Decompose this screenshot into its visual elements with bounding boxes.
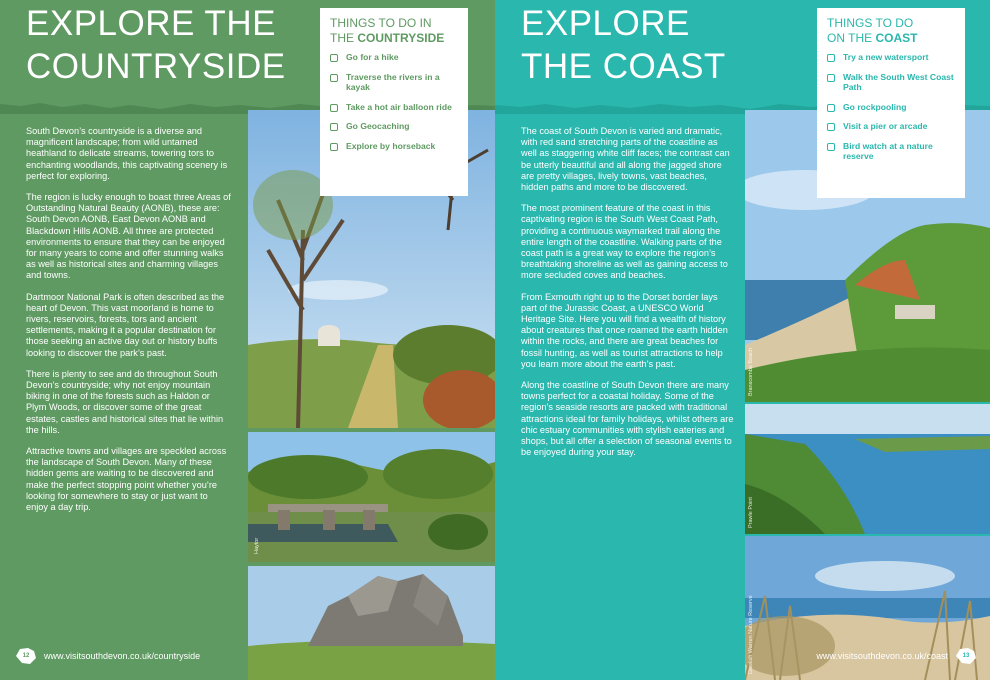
todo-label: Explore by horseback xyxy=(346,140,436,151)
photo-credit: Haytor xyxy=(254,537,260,554)
checkbox-icon[interactable] xyxy=(330,123,338,131)
todo-item[interactable] xyxy=(827,52,955,63)
todo-label: Walk the South West Coast Path xyxy=(843,71,954,92)
paragraph: There is plenty to see and do throughout South Devon’s countryside; why not enjoy mountain biking in one of the forests such as Haldon or Plym Woods, or discover some of the great estates, castles and historical sites that lie within the hills. xyxy=(26,368,224,435)
things-to-do-heading xyxy=(330,16,458,46)
title-line: THE COAST xyxy=(521,47,726,86)
checkbox-icon[interactable] xyxy=(330,74,338,82)
checkbox-icon[interactable] xyxy=(330,143,338,151)
checkbox-icon[interactable] xyxy=(827,143,835,151)
todo-label: Traverse the rivers in a kayak xyxy=(346,71,440,92)
coast-body-text xyxy=(521,126,735,468)
heading-line: THINGS TO DO xyxy=(827,16,914,30)
paragraph: Dartmoor National Park is often described as the heart of Devon. This vast moorland is home to rivers, reservoirs, forests, tors and ancient settlements, making it a popular destination for those seeking an active day out or history buffs looking to discover the park’s past. xyxy=(26,291,225,358)
footer-link[interactable]: www.visitsouthdevon.co.uk/coast xyxy=(816,651,948,661)
paragraph: The most prominent feature of the coast in this captivating region is the South West Coast Path, providing a continuous waymarked trail along the entire length of the coastline. Walking parts of the coast path is a great way to explore the region’s breathtaking shoreline as well as gaining access to more secluded coves and beaches. xyxy=(521,203,728,281)
todo-item[interactable] xyxy=(827,72,955,93)
checkbox-icon[interactable] xyxy=(330,54,338,62)
page-number-badge xyxy=(14,646,38,666)
paragraph: Along the coastline of South Devon there are many towns perfect for a coastal holiday. Some of the region’s seaside resorts are packed with traditional attractions ideal for family holidays, whilst others are chic estuary communities with stylish eateries and shops, but all offer a selection of seasonal events to be enjoyed during your stay. xyxy=(521,380,734,458)
paragraph: Attractive towns and villages are speckled across the landscape of South Devon. Many of these hidden gems are waiting to be discovered and make the perfect stopping point whether you’re looking for somewhere to stay or just want to enjoy a day trip. xyxy=(26,446,227,513)
todo-label: Go for a hike xyxy=(346,52,399,62)
coast-things-to-do xyxy=(817,8,965,198)
heading-line xyxy=(827,31,955,46)
countryside-title xyxy=(26,2,286,88)
todo-item[interactable] xyxy=(330,121,458,132)
todo-item[interactable] xyxy=(330,102,458,113)
footer-link[interactable]: www.visitsouthdevon.co.uk/countryside xyxy=(44,651,201,661)
page-number: 13 xyxy=(962,653,970,659)
paragraph: South Devon’s countryside is a diverse and magnificent landscape; from wild untamed heathland to delicate streams, towering tors to enchanting woodlands, this captivating scenery is perfect for exploring. xyxy=(26,126,228,181)
page-number-badge xyxy=(954,646,978,666)
photo-credit: Prawle Point xyxy=(748,497,754,528)
page-number: 12 xyxy=(22,653,30,659)
heading-text: THE xyxy=(330,31,358,45)
heading-line: THINGS TO DO IN xyxy=(330,16,432,30)
heading-text: ON THE xyxy=(827,31,876,45)
countryside-body-text xyxy=(26,126,232,523)
countryside-things-to-do xyxy=(320,8,468,196)
checkbox-icon[interactable] xyxy=(827,104,835,112)
paragraph: The coast of South Devon is varied and dramatic, with red sand stretching parts of the coastline as well as staggering white cliff faces; the contrast can be utterly beautiful and all along the jagged shore are pretty villages, lively towns, vast beaches, hidden paths and more to be discovered. xyxy=(521,126,730,193)
heading-emphasis: COAST xyxy=(875,31,918,45)
todo-item[interactable] xyxy=(827,121,955,132)
photo-credit: Dawlish Warren Nature Reserve xyxy=(748,595,754,674)
title-line: COUNTRYSIDE xyxy=(26,47,286,86)
heading-emphasis: COUNTRYSIDE xyxy=(357,31,445,45)
todo-item[interactable] xyxy=(330,141,458,152)
countryside-photo-bridge xyxy=(248,432,495,562)
todo-item[interactable] xyxy=(827,102,955,113)
coast-title xyxy=(521,2,726,88)
title-line: EXPLORE THE xyxy=(26,4,276,43)
title-line: EXPLORE xyxy=(521,4,690,43)
todo-label: Try a new watersport xyxy=(843,52,929,62)
heading-line xyxy=(330,31,458,46)
todo-label: Go rockpooling xyxy=(843,101,907,112)
checkbox-icon[interactable] xyxy=(827,123,835,131)
checkbox-icon[interactable] xyxy=(330,104,338,112)
paragraph: The region is lucky enough to boast three Areas of Outstanding Natural Beauty (AONB), these are: South Devon AONB, East Devon AONB and Blackdown Hills AONB. All three are protected environments to ensure that they can be enjoyed for many years to come and offer stunning walks as well as historical sites and charming villages and towns. xyxy=(26,192,231,281)
paragraph: From Exmouth right up to the Dorset border lays part of the Jurassic Coast, a UNESCO World Heritage Site. Here you will find a wealth of history about creatures that once roamed the earth hidden within the rocks, and there are great beaches for fossil hunting, as well as tourist attractions to help you learn more about the earth’s past. xyxy=(521,291,728,369)
coast-page xyxy=(495,0,990,680)
todo-item[interactable] xyxy=(330,72,458,93)
todo-label: Take a hot air balloon ride xyxy=(346,101,452,112)
countryside-footer xyxy=(14,646,206,666)
checkbox-icon[interactable] xyxy=(827,54,835,62)
photo-credit: Branscombe Beach xyxy=(748,348,754,396)
todo-label: Go Geocaching xyxy=(346,121,410,131)
countryside-photo-haytor xyxy=(248,566,495,680)
coast-footer xyxy=(810,646,978,666)
todo-item[interactable] xyxy=(827,141,955,162)
todo-label: Visit a pier or arcade xyxy=(843,121,928,131)
todo-label: Bird watch at a nature reserve xyxy=(843,140,933,161)
todo-item[interactable] xyxy=(330,52,458,63)
coast-photo-cliffs xyxy=(745,404,990,534)
things-to-do-heading xyxy=(827,16,955,46)
checkbox-icon[interactable] xyxy=(827,74,835,82)
